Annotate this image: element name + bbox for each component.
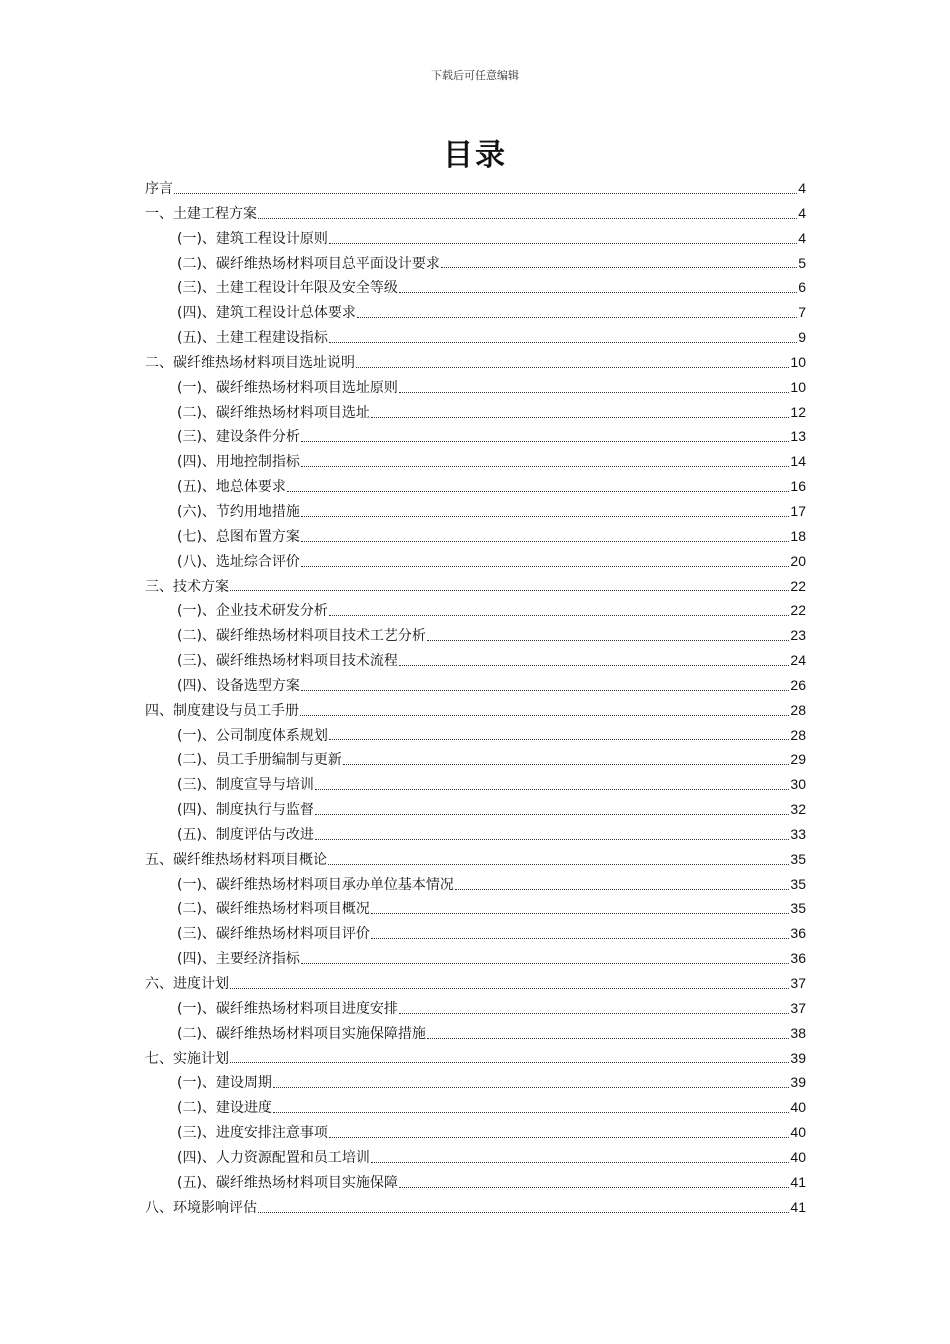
toc-entry-label: (一)、企业技术研发分析 xyxy=(177,603,328,620)
toc-entry-label: (三)、碳纤维热场材料项目评价 xyxy=(177,926,370,943)
toc-subentry[interactable] xyxy=(145,1095,806,1120)
toc-subentry[interactable] xyxy=(145,474,806,499)
toc-page-number: 10 xyxy=(790,353,806,370)
toc-page-number: 10 xyxy=(790,378,806,395)
toc-leader-dots xyxy=(427,640,789,641)
toc-entry-label: (一)、碳纤维热场材料项目进度安排 xyxy=(177,1000,398,1017)
toc-leader-dots xyxy=(371,913,789,914)
toc-entry-label: (五)、制度评估与改进 xyxy=(177,826,314,843)
toc-page-number: 40 xyxy=(790,1124,806,1141)
toc-entry[interactable] xyxy=(145,176,806,201)
toc-entry-label: (四)、用地控制指标 xyxy=(177,454,300,471)
toc-entry-label: (三)、制度宣导与培训 xyxy=(177,777,314,794)
toc-leader-dots xyxy=(258,1212,789,1213)
page-header: 下载后可任意编辑 xyxy=(431,69,519,82)
toc-subentry[interactable] xyxy=(145,449,806,474)
toc-entry[interactable] xyxy=(145,574,806,599)
toc-entry-label: (一)、碳纤维热场材料项目承办单位基本情况 xyxy=(177,876,454,893)
toc-entry-label: (一)、碳纤维热场材料项目选址原则 xyxy=(177,379,398,396)
toc-leader-dots xyxy=(399,292,797,293)
toc-leader-dots xyxy=(301,566,789,567)
toc-subentry[interactable] xyxy=(145,275,806,300)
toc-entry[interactable] xyxy=(145,847,806,872)
toc-page-number: 17 xyxy=(790,502,806,519)
toc-subentry[interactable] xyxy=(145,822,806,847)
toc-entry-label: (三)、建设条件分析 xyxy=(177,429,300,446)
toc-page-number: 32 xyxy=(790,801,806,818)
toc-subentry[interactable] xyxy=(145,1145,806,1170)
toc-entry-label: (四)、建筑工程设计总体要求 xyxy=(177,305,356,322)
toc-page-number: 35 xyxy=(790,900,806,917)
toc-entry-label: (八)、选址综合评价 xyxy=(177,553,300,570)
toc-entry-label: 四、制度建设与员工手册 xyxy=(145,702,299,719)
toc-entry-label: 序言 xyxy=(145,181,173,197)
toc-page-number: 41 xyxy=(790,1198,806,1215)
toc-subentry[interactable] xyxy=(145,896,806,921)
toc-page-number: 16 xyxy=(790,478,806,495)
toc-subentry[interactable] xyxy=(145,772,806,797)
toc-entry-label: (一)、公司制度体系规划 xyxy=(177,727,328,744)
toc-leader-dots xyxy=(455,889,789,890)
toc-leader-dots xyxy=(301,541,789,542)
toc-entry-label: 六、进度计划 xyxy=(145,976,229,992)
toc-entry-label: (二)、碳纤维热场材料项目实施保障措施 xyxy=(177,1025,426,1042)
toc-leader-dots xyxy=(329,1137,789,1138)
toc-page-number: 35 xyxy=(790,850,806,867)
toc-leader-dots xyxy=(356,367,789,368)
toc-page-number: 35 xyxy=(790,875,806,892)
toc-leader-dots xyxy=(371,417,789,418)
toc-leader-dots xyxy=(371,938,789,939)
toc-subentry[interactable] xyxy=(145,623,806,648)
toc-entry-label: (二)、碳纤维热场材料项目选址 xyxy=(177,404,370,421)
toc-entry-label: 八、环境影响评估 xyxy=(145,1199,257,1216)
toc-entry-label: (四)、制度执行与监督 xyxy=(177,802,314,819)
toc-subentry[interactable] xyxy=(145,375,806,400)
toc-entry[interactable] xyxy=(145,971,806,996)
toc-entry-label: (四)、设备选型方案 xyxy=(177,677,300,694)
toc-leader-dots xyxy=(258,218,797,219)
toc-entry-label: 一、土建工程方案 xyxy=(145,205,257,222)
toc-leader-dots xyxy=(301,516,789,517)
toc-entry-label: (二)、碳纤维热场材料项目技术工艺分析 xyxy=(177,628,426,645)
toc-page-number: 7 xyxy=(798,304,806,321)
toc-leader-dots xyxy=(427,1038,789,1039)
toc-leader-dots xyxy=(371,1162,789,1163)
toc-entry-label: (一)、建筑工程设计原则 xyxy=(177,230,328,247)
toc-page-number: 37 xyxy=(790,999,806,1016)
toc-leader-dots xyxy=(315,839,789,840)
toc-subentry[interactable] xyxy=(145,226,806,251)
toc-entry[interactable] xyxy=(145,1195,806,1220)
toc-leader-dots xyxy=(357,317,797,318)
toc-subentry[interactable] xyxy=(145,424,806,449)
toc-page-number: 22 xyxy=(790,577,806,594)
toc-page-number: 6 xyxy=(798,279,806,296)
toc-subentry[interactable] xyxy=(145,1021,806,1046)
toc-page-number: 37 xyxy=(790,975,806,991)
toc-subentry[interactable] xyxy=(145,723,806,748)
toc-subentry[interactable] xyxy=(145,1170,806,1195)
toc-entry-label: 七、实施计划 xyxy=(145,1050,229,1067)
toc-page-number: 36 xyxy=(790,950,806,967)
toc-subentry[interactable] xyxy=(145,1070,806,1095)
toc-page-number: 39 xyxy=(790,1074,806,1091)
toc-subentry[interactable] xyxy=(145,996,806,1021)
toc-entry-label: (五)、土建工程建设指标 xyxy=(177,330,328,347)
toc-leader-dots xyxy=(328,864,789,865)
toc-page-number: 12 xyxy=(790,403,806,420)
toc-subentry[interactable] xyxy=(145,524,806,549)
toc-subentry[interactable] xyxy=(145,251,806,276)
toc-entry[interactable] xyxy=(145,1046,806,1071)
toc-entry[interactable] xyxy=(145,350,806,375)
toc-leader-dots xyxy=(399,665,789,666)
toc-entry-label: (六)、节约用地措施 xyxy=(177,503,300,520)
toc-page-number: 41 xyxy=(790,1173,806,1190)
toc-page-number: 23 xyxy=(790,627,806,644)
toc-leader-dots xyxy=(329,243,797,244)
toc-page-number: 40 xyxy=(790,1099,806,1116)
toc-page-number: 26 xyxy=(790,676,806,693)
toc-page-number: 33 xyxy=(790,825,806,842)
toc-entry-label: (二)、建设进度 xyxy=(177,1100,272,1117)
toc-leader-dots xyxy=(315,814,789,815)
toc-leader-dots xyxy=(441,267,797,268)
toc-entry-label: (五)、碳纤维热场材料项目实施保障 xyxy=(177,1174,398,1191)
toc-page-number: 13 xyxy=(790,428,806,445)
toc-leader-dots xyxy=(329,342,797,343)
toc-leader-dots xyxy=(300,715,789,716)
toc-page-number: 38 xyxy=(790,1024,806,1041)
toc-leader-dots xyxy=(174,193,797,194)
toc-subentry[interactable] xyxy=(145,300,806,325)
toc-page-number: 9 xyxy=(798,329,806,346)
toc-entry-label: (二)、碳纤维热场材料项目总平面设计要求 xyxy=(177,255,440,272)
toc-entry-label: (五)、地总体要求 xyxy=(177,479,286,496)
toc-page-number: 4 xyxy=(798,229,806,246)
toc-subentry[interactable] xyxy=(145,673,806,698)
toc-subentry[interactable] xyxy=(145,325,806,350)
toc-page-number: 30 xyxy=(790,776,806,793)
toc-entry-label: (四)、主要经济指标 xyxy=(177,951,300,968)
toc-entry[interactable] xyxy=(145,698,806,723)
toc-subentry[interactable] xyxy=(145,549,806,574)
toc-entry-label: (三)、土建工程设计年限及安全等级 xyxy=(177,280,398,297)
toc-subentry[interactable] xyxy=(145,499,806,524)
table-of-contents xyxy=(145,176,806,1219)
toc-leader-dots xyxy=(315,789,789,790)
toc-leader-dots xyxy=(343,764,789,765)
toc-subentry[interactable] xyxy=(145,946,806,971)
toc-subentry[interactable] xyxy=(145,648,806,673)
toc-subentry[interactable] xyxy=(145,400,806,425)
toc-subentry[interactable] xyxy=(145,797,806,822)
toc-leader-dots xyxy=(301,963,789,964)
toc-page-number: 28 xyxy=(790,726,806,743)
toc-entry-label: (二)、碳纤维热场材料项目概况 xyxy=(177,901,370,918)
toc-page-number: 29 xyxy=(790,751,806,768)
toc-subentry[interactable] xyxy=(145,747,806,772)
toc-entry-label: (三)、碳纤维热场材料项目技术流程 xyxy=(177,653,398,670)
toc-page-number: 4 xyxy=(798,204,806,221)
toc-page-number: 24 xyxy=(790,652,806,669)
toc-entry-label: (七)、总图布置方案 xyxy=(177,528,300,545)
toc-page-number: 28 xyxy=(790,701,806,718)
toc-leader-dots xyxy=(399,392,789,393)
toc-leader-dots xyxy=(399,1187,789,1188)
toc-page-number: 4 xyxy=(798,180,806,196)
toc-leader-dots xyxy=(230,1062,789,1063)
toc-leader-dots xyxy=(301,441,789,442)
toc-page-number: 14 xyxy=(790,453,806,470)
toc-subentry[interactable] xyxy=(145,921,806,946)
toc-leader-dots xyxy=(329,739,789,740)
toc-leader-dots xyxy=(301,690,789,691)
toc-entry[interactable] xyxy=(145,201,806,226)
toc-leader-dots xyxy=(273,1112,789,1113)
toc-leader-dots xyxy=(230,988,789,989)
toc-page-number: 36 xyxy=(790,925,806,942)
toc-leader-dots xyxy=(301,466,789,467)
toc-page-number: 40 xyxy=(790,1148,806,1165)
toc-entry-label: (三)、进度安排注意事项 xyxy=(177,1125,328,1142)
toc-title: 目录 xyxy=(443,138,507,173)
toc-subentry[interactable] xyxy=(145,872,806,897)
toc-entry-label: (二)、员工手册编制与更新 xyxy=(177,752,342,769)
toc-page-number: 22 xyxy=(790,602,806,619)
toc-entry-label: (一)、建设周期 xyxy=(177,1075,272,1092)
toc-entry-label: 三、技术方案 xyxy=(145,578,229,595)
toc-entry-label: 五、碳纤维热场材料项目概论 xyxy=(145,851,327,868)
toc-subentry[interactable] xyxy=(145,598,806,623)
toc-subentry[interactable] xyxy=(145,1120,806,1145)
toc-entry-label: (四)、人力资源配置和员工培训 xyxy=(177,1149,370,1166)
toc-page-number: 39 xyxy=(790,1049,806,1066)
toc-page-number: 5 xyxy=(798,254,806,271)
toc-leader-dots xyxy=(329,615,789,616)
toc-leader-dots xyxy=(273,1087,789,1088)
toc-page-number: 20 xyxy=(790,552,806,569)
toc-leader-dots xyxy=(287,491,789,492)
toc-leader-dots xyxy=(399,1013,789,1014)
toc-entry-label: 二、碳纤维热场材料项目选址说明 xyxy=(145,354,355,371)
toc-leader-dots xyxy=(230,590,789,591)
toc-page-number: 18 xyxy=(790,527,806,544)
